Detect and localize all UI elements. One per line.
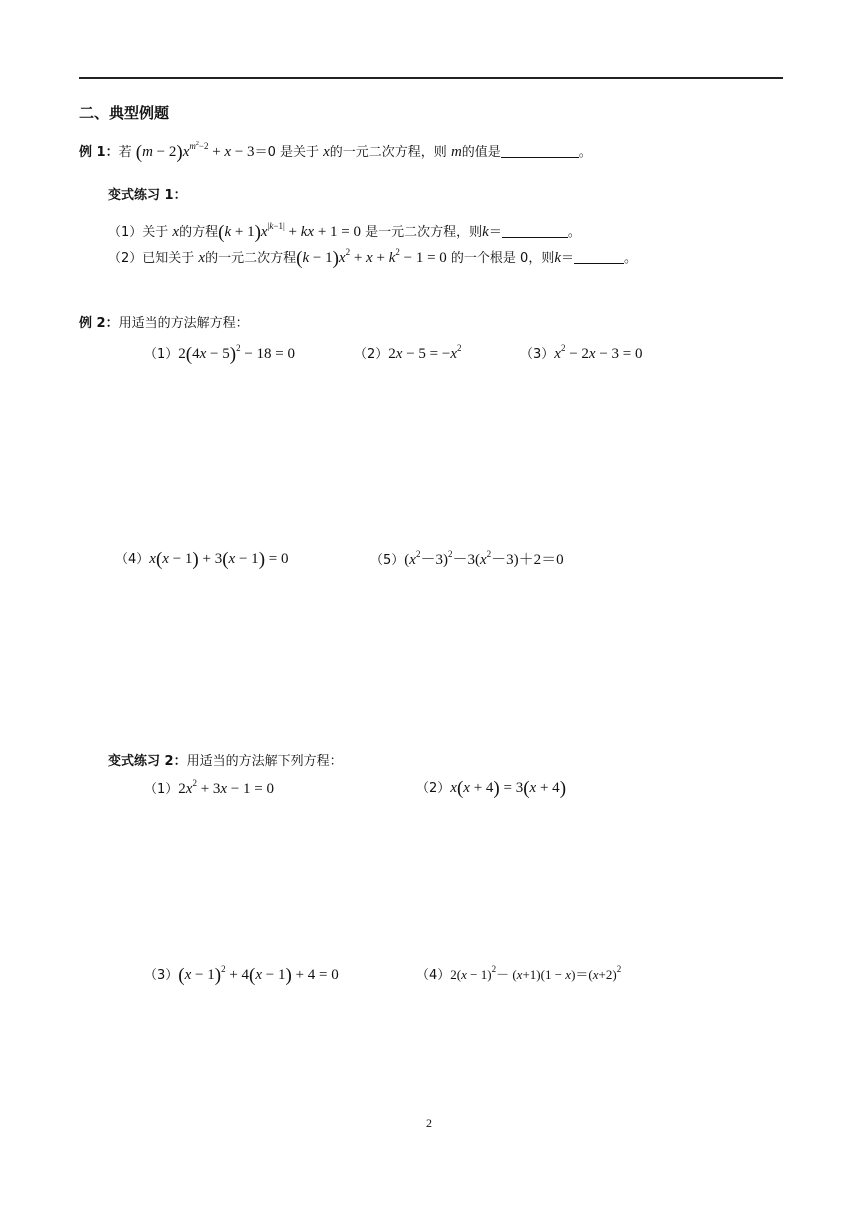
variant2-line: 变式练习 2：用适当的方法解下列方程： <box>108 754 343 769</box>
example2-item3: $(3)x^2 - 2x - 3 = 0$ <box>520 343 643 362</box>
section-title: 二、典型例题 <box>79 104 170 122</box>
example1-equation: $(m - 2)x^{m^2-2} + x - 3$ <box>135 141 255 163</box>
answer-blank <box>574 251 624 264</box>
variant1-title: 变式练习 1： <box>108 188 187 203</box>
page-number: 2 <box>426 1116 432 1130</box>
variant1-equation2: $(k - 1)x^2 + x + k^2 - 1 = 0$ <box>296 247 447 269</box>
variant2-item3: $(3)(x - 1)^2 + 4(x - 1) + 4 = 0$ <box>144 964 339 986</box>
variant2-title: 变式练习 2： <box>108 754 187 769</box>
example2-item1: $(1)2(4x - 5)^2 - 18 = 0$ <box>144 343 295 365</box>
variant1-item2: （2）已知关于 x的一元二次方程$(k - 1)x^2 + x + k^2 - 1 = 0$ 的一个根是 0，则k＝ 。 <box>108 247 638 269</box>
variant2-item4: $(4)2(x - 1)^2- (x+1)(1 - x)=(x+2)^2$ <box>416 964 622 983</box>
answer-blank <box>502 225 568 238</box>
example1-label: 例 1： <box>79 145 119 160</box>
answer-blank <box>501 145 579 158</box>
variant2-item2: （2）x(x + 4) = 3(x + 4) <box>416 778 567 799</box>
example2-line: 例 2：用适当的方法解方程： <box>79 316 249 331</box>
example1-line: 例 1：若 $(m - 2)x^{m^2-2} + x - 3=0$ 是关于 x的一元二次方程，则 m的值是 。 <box>79 141 592 163</box>
example2-item2: $(2)2x - 5 = -x^2$ <box>354 343 462 362</box>
example2-item4: （4）x(x − 1) + 3(x − 1) = 0 <box>115 549 289 570</box>
variant1-item1: （1）关于 x的方程$(k + 1)x^{|k-1|}$ + kx + 1 = 0 是一元二次方程，则k＝ 。 <box>108 221 581 243</box>
variant2-item1: $(1)2x^2 + 3x - 1 = 0$ <box>144 778 275 797</box>
header-rule <box>79 77 783 79</box>
example2-item5: $(5)(x^2-3)^2-3(x^2-3)+2=0$ <box>370 549 564 568</box>
example2-label: 例 2： <box>79 316 119 331</box>
variant1-equation1: $(k + 1)x^{|k-1|}$ + kx + 1 = 0 <box>218 221 361 243</box>
